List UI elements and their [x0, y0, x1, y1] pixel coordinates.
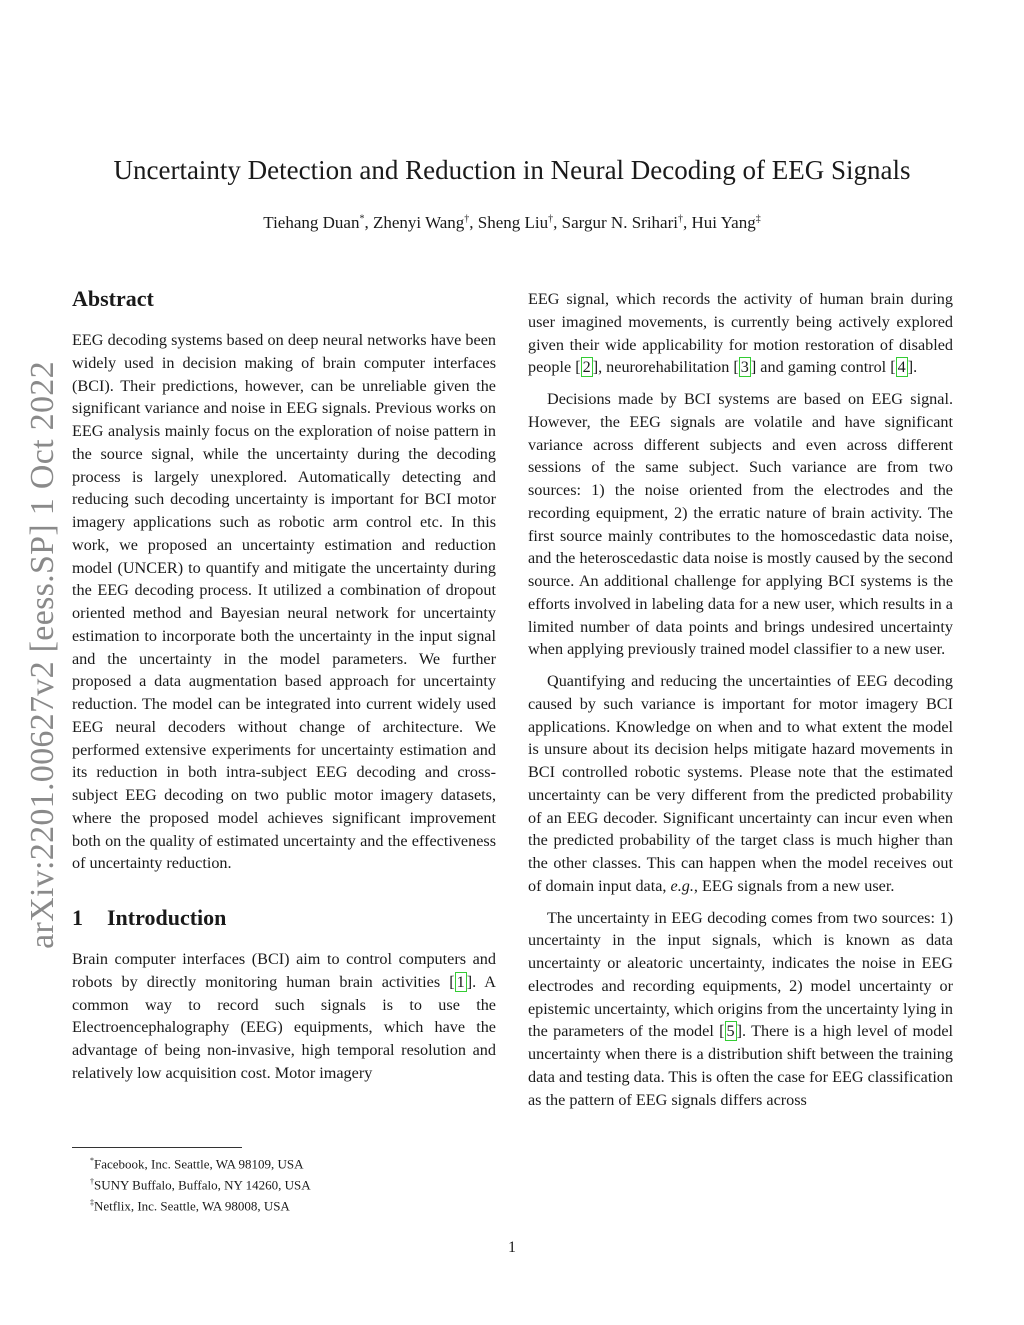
author-affil-mark: ‡	[755, 213, 761, 225]
author-name: Zhenyi Wang	[372, 213, 465, 232]
citation-link[interactable]: 2	[582, 358, 591, 377]
citation-link[interactable]: 5	[726, 1022, 735, 1041]
footnote: †SUNY Buffalo, Buffalo, NY 14260, USA	[90, 1176, 311, 1193]
citation-link[interactable]: 3	[740, 358, 749, 377]
footnote: ‡Netflix, Inc. Seattle, WA 98008, USA	[90, 1197, 290, 1213]
section-heading-introduction	[72, 907, 496, 929]
body-paragraph: The uncertainty in EEG decoding comes from two sources: 1) uncertainty in the input signals, which is known as data uncertainty or aleatoric uncertainty, indicates the noise in EEG electrodes and recording equipments, 2) model uncertainty or epistemic uncertainty, which origins from the uncertainty lying in the parameters of the model [ 5 ]. There is a high level of model uncertainty when there is a distribution shift between the training data and testing data. This is often the case for EEG classification as the pattern of EEG signals differs across	[528, 908, 953, 1109]
body-paragraph: Decisions made by BCI systems are based on EEG signal. However, the EEG signals are volatile and have significant variance across different subjects and even across different sessions of the same subject. Such variance are from two sources: 1) the noise oriented from the electrodes and the recording equipment, 2) the erratic nature of brain activity. The first source mainly contributes to the homoscedastic data noise, and the heteroscedastic data noise is mostly caused by the second source. An additional challenge for applying BCI systems is the efforts involved in labeling data for a new user, which results in a limited number of data points and brings undesired uncertainty when applying previously trained model classifier to a new user.	[528, 390, 953, 659]
paper-title: Uncertainty Detection and Reduction in Neural Decoding of EEG Signals	[113, 155, 911, 185]
abstract-heading: Abstract	[72, 286, 154, 311]
footnote-rule	[72, 1147, 242, 1148]
right-column	[528, 288, 953, 1111]
body-paragraph: EEG signal, which records the activity of human brain during user imagined movements, is currently being actively explored given their wide applicability for motion restoration of disabled people [ 2 ], neurorehabilitation [ 3 ] and gaming control [ 4 ].	[528, 290, 953, 377]
page-number: 1	[508, 1239, 516, 1256]
author-name: Hui Yang	[691, 213, 756, 232]
citation-link[interactable]: 1	[456, 972, 465, 991]
section-number: 1	[72, 905, 83, 930]
section-title: Introduction	[107, 905, 227, 930]
arxiv-stamp	[22, 360, 64, 950]
citation-link[interactable]: 4	[897, 358, 906, 377]
author-affil-mark: †	[548, 213, 554, 225]
author-affil-mark: *	[359, 213, 365, 225]
author-name: Tiehang Duan	[263, 213, 360, 232]
author-list: Tiehang Duan*, Zhenyi Wang†, Sheng Liu†, Sargur N. Srihari†, Hui Yang‡	[263, 213, 761, 232]
author-affil-mark: †	[677, 213, 683, 225]
left-column	[72, 288, 496, 1085]
author-name: Sheng Liu	[477, 213, 549, 232]
footnote: *Facebook, Inc. Seattle, WA 98109, USA	[90, 1156, 304, 1172]
body-paragraph: Quantifying and reducing the uncertainties of EEG decoding caused by such variance is important for motor imagery BCI applications. Knowledge on when and to what extent the model is unsure about its decision helps mitigate hazard movements in BCI controlled robotic systems. Please note that the estimated uncertainty can be very different from the predicted probability of an EEG decoder. Significant uncertainty can incur even when the predicted probability of the target class is much higher than the other classes. This can happen when the model receives out of domain input data, e.g., EEG signals from a new user.	[528, 672, 953, 895]
author-name: Sargur N. Srihari	[561, 213, 678, 232]
abstract-text: EEG decoding systems based on deep neural networks have been widely used in decision making of brain computer interfaces (BCI). Their predictions, however, can be unreliable given the significant variance and noise in EEG signals. Previous works on EEG analysis mainly focus on the exploration of noise pattern in the source signal, while the uncertainty during the decoding process is largely unexplored. Automatically detecting and reducing such decoding uncertainty is important for BCI motor imagery applications such as robotic arm control etc. In this work, we proposed an uncertainty estimation and reduction model (UNCER) to quantify and mitigate the uncertainty during the EEG decoding process. It utilized a combination of dropout oriented method and Bayesian neural network for uncertainty estimation to incorporate both the uncertainty in the input signal and the uncertainty in the model parameters. We further proposed a data augmentation based approach for uncertainty reduction. The model can be integrated into current widely used EEG neural decoders without change of architecture. We performed extensive experiments for uncertainty estimation and its reduction in both intra-subject EEG decoding and cross-subject EEG decoding on two public motor imagery datasets, where the proposed model achieves significant improvement both on the quality of estimated uncertainty and the effectiveness of uncertainty reduction.	[72, 331, 496, 873]
arxiv-stamp-text: arXiv:2201.00627v2 [eess.SP] 1 Oct 2022	[24, 361, 61, 949]
footnotes	[72, 1152, 311, 1214]
author-affil-mark: †	[464, 213, 470, 225]
intro-paragraph: Brain computer interfaces (BCI) aim to control computers and robots by directly monitoring human brain activities [ 1 ]. A common way to record such signals is to use the Electroencephalography (EEG) equipments, which have the advantage of being non-invasive, high temporal resolution and relatively low acquisition cost. Motor imagery	[72, 950, 496, 1082]
